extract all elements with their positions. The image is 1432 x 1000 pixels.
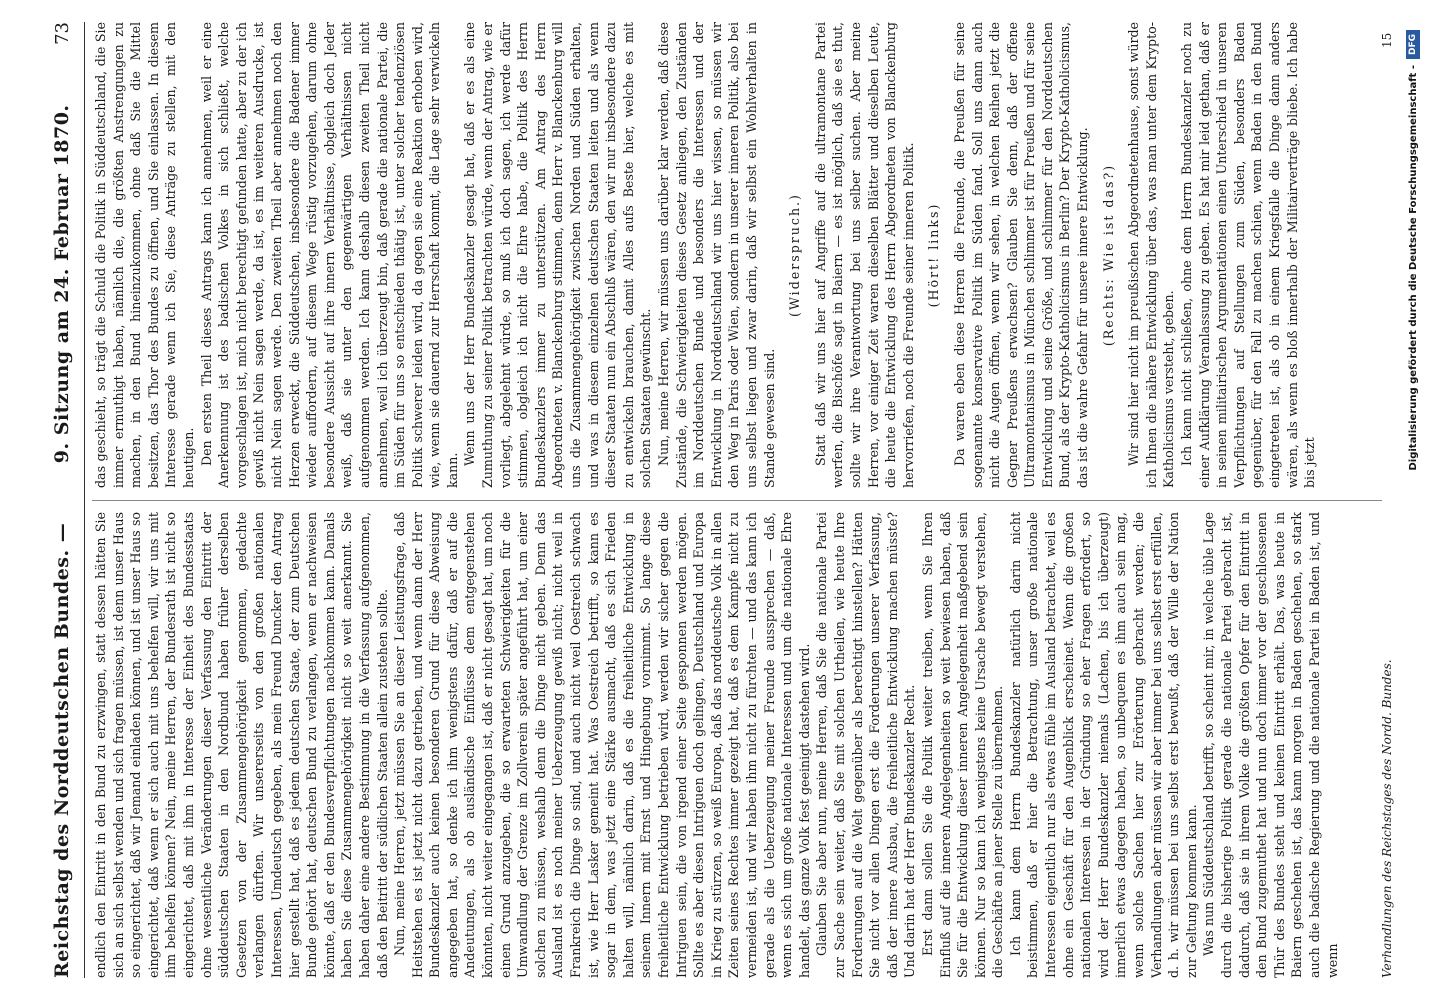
signature-mark: 15 xyxy=(1380,32,1394,48)
right-column xyxy=(92,22,1382,488)
column-divider xyxy=(92,500,1382,501)
interjection: (Rechts: Wie ist das?) xyxy=(1100,163,1116,347)
watermark-text: Digitalisierung gefördert durch die Deutsche Forschungsgemeinschaft - xyxy=(1407,65,1419,471)
paragraph: Da waren eben diese Herren die Freunde, die Preußen für seine sogenannte konservative Politik im Süden fand. Soll uns dann auch nicht die Augen öffnen, wenn wir sehen, in welchen Reihen jetzt die Gegner Preußens erwachsen? Glauben Sie denn, daß der offene Ultramontanismus in München schlimmer ist für Preußen und für seine Entwicklung und seine Größe, und schlimmer für den Norddeutschen Bund, als der Krypto-Katholicismus in Berlin? Der Krypto-Katholicismus, das ist die wahre Gefahr für unsere innere Entwicklung. xyxy=(951,22,1091,488)
interjection: (Hört! links) xyxy=(926,202,942,308)
paragraph: Wir sind hier nicht im preußischen Abgeordnetenhause, sonst würde ich Ihnen die nähere Entwicklung über das, was man unter dem Krypto-Katholicismus versteht, geben. xyxy=(1126,22,1177,488)
paragraph: Wenn uns der Herr Bundeskanzler gesagt hat, daß er es als eine Zumuthung zu seiner Politik betrachten würde, wenn der Antrag, wie er vorliegt, abgelehnt würde, so muß ich doch sagen, ich werde dafür stimmen, obgleich ich nicht die Ehre habe, die Politik des Herrn Bundeskanzlers immer zu unterstützen. Am Antrag des Herrn Abgeordneten v. Blanckenburg stimmen, denn Herr v. Blanckenburg will uns die Zusammengehörigkeit zwischen Norden und Süden erhalten, und was in diesem einzelnen deutschen Staaten leiten und als wenn dieser Staaten nun ein Abschluß wären, den wir nur insbesondere dazu zu entwickeln brauchen, damit Alles aufs Beste hier, welche es mit solchen Staaten gewünscht. xyxy=(462,22,654,488)
paragraph: Erst dann sollen Sie die Politik weiter treiben, wenn Sie Ihren Einfluß auf die inneren Angelegenheiten so weit bewiesen haben, daß Sie für die Entwicklung dieser inneren Angelegenheit maßgebend sein können. Nur so kann ich wenigstens keine Ursache bewegt verstehen, die Geschäfte an jener Stelle zu übernehmen. xyxy=(919,512,1006,978)
paragraph: das geschieht, so trägt die Schuld die Politik in Süddeutschland, die Sie immer ermuthigt haben, nämlich die, die größten Anstrengungen zu machen, in den Bund hineinzukommen, ohne daß Sie die Mittel besitzen, das Thor des Bundes zu öffnen, und Sie einlassen. In diesem Interesse gerade wenn ich Sie, diese Anträge zu stellen, mit den heutigen. xyxy=(93,22,196,488)
document-page xyxy=(40,22,1400,978)
page-number: 73 xyxy=(51,22,73,45)
paragraph: Was nun Süddeutschland betrifft, so scheint mir, in welche üble Lage durch die bisherige Politik gerade die nationale Partei gebracht ist, dadurch, daß sie in ihrem Volke die größten Opfer für den Eintritt in den Bund zugemuthet hat und nun doch immer vor der geschlossenen Thür des Bundes steht und keinen Eintritt erhält. Das, was heute in Baiern geschehen ist, das kann morgen in Baden geschehen, so stark auch die badische Regierung und die nationale Partei in Baden ist, und wenn xyxy=(1201,512,1340,978)
paragraph: Ich kann nicht schließen, ohne dem Herrn Bundeskanzler noch zu einer Aufklärung Veranlassung zu geben. Es hat mir leid gethan, daß er in seinen militairischen Argumentationen einen Unterschied in unseren Verpflichtungen auf Stellungen zum Süden, besonders Baden gegenüber, für den Fall zu machen schien, wenn Baden in den Bund eingetreten ist, als ob in einem Kriegsfalle die Dinge dann anders wären, als wenn es bloß innerhalb der Militairverträge bliebe. Ich habe bis jetzt xyxy=(1179,22,1318,488)
paragraph: Nun, meine Herren, jetzt müssen Sie an dieser Leistungsfrage, daß Heitstehen es ist jetzt nicht dazu getrieben, und wenn dann der Herr Bundeskanzler auch keinen besonderen Grund für diese Abweisung angegeben hat, so denke ich ihm wenigstens dafür, daß er auf die Andeutungen, als ob ausländische Einflüsse dem entgegenstehen könnten, nicht weiter eingegangen ist, daß er nicht gesagt hat, um noch einen Grund anzugeben, die so erwarteten Schwierigkeiten für die Umwandlung der Grenze im Zollverein später angeführt hat, um einer solchen zu müssen, weshalb denn die Dinge nicht geben. Denn das Ausland ist es noch meiner Ueberzeugung gewiß nicht; nicht weil in Frankreich die Dinge so sind, und auch nicht weil Oestreich schwach ist, wie Herr Lasker gemeint hat. Was Oestreich betrifft, so kann es sogar in dem, was jetzt eine Stärke ausmacht, daß es sich Frieden halten will, nämlich darin, daß es die freiheitliche Entwicklung in seinem Innern mit Ernst und Hingebung vornimmt. So lange diese freiheitliche Entwicklung betrieben wird, werden wir sicher gegen die Intriguen sein, die von irgend einer Seite gesponnen werden mögen. Sollte es aber diesen Intriguen doch gelingen, Deutschland und Europa in Krieg zu stürzen, so weiß Europa, daß das norddeutsche Volk in allen Zeiten seines Rechtes immer gezeigt hat, daß es dem Kampfe nicht zu vermeiden ist, und wir haben ihm nicht zu fürchten — und das kann ich gerade als die Ueberzeugung meiner Freunde aussprechen — daß, wenn es sich um große nationale Interessen und um die nationale Ehre handelt, das ganze Volk fest geeinigt dastehen wird. xyxy=(392,512,812,978)
paragraph: Ich kann dem Herrn Bundeskanzler natürlich darin nicht beistimmen, daß er hier die Betrachtung, unser große nationale Interessen eigentlich nur als etwas fühle im Ausland betrachtet, weil es ohne ein Geschäft für den Augenblick erscheinet. Wenn die großen nationalen Interessen in der Gründung so eher Fragen erfordert, so wird der Herr Bundeskanzler niemals (Lachen, bis ich überzeugt) innerlich etwas dagegen haben, so unbequem es ihm auch sein mag, wenn solche Sachen hier zur Erörterung gebracht werden; die Verhandlungen aber müssen wir aber immer bei uns selbst erst erfüllen, d. h. wir müssen bei uns selbst erst bewußt, daß der Wille der Nation zur Geltung kommen kann. xyxy=(1007,512,1199,978)
header-title: Reichstag des Norddeutschen Bundes. — xyxy=(51,522,73,978)
footer-source: Verhandlungen des Reichstages des Nordd. Bundes. xyxy=(1380,659,1394,978)
digitization-watermark xyxy=(1398,30,1428,990)
header-session: 9. Sitzung am 24. Februar 1870. xyxy=(51,104,73,464)
page-header xyxy=(40,22,85,978)
paragraph: Nun, meine Herren, wir müssen uns darüber klar werden, daß diese Zustände, die Schwierigkeiten dieses Gesetz anliegen, den Zuständen im Norddeutschen Bunde und besonders die Interessen und der Entwicklung in Norddeutschland wir uns hier wissen, so müssen wir den Weg in Paris oder Wien, sondern in unserer inneren Politik, also bei uns selbst liegen und zwar darin, daß wir selbst ein Wohlverhalten in Stande gewesen sind. xyxy=(656,22,777,488)
paragraph: Den ersten Theil dieses Antrags kann ich annehmen, weil er eine Anerkennung ist des badischen Volkes in sich schließt, welche vorgeschlagen ist, mich nicht berechtigt gefunden hatte, aber zu der ich gewiß nicht Nein sagen werde, da ist, es im weiteren Ausdrucke, ist nicht Nein sagen werde. Den zweiten Theil aber annehmen noch den Herzen erweckt, die Süddeutschen, insbesondere die Badener immer wieder auffordern, auf diesem Wege rüstig vorzugehen, darum ohne besondere Aussicht auf ihre innern Verhältnisse, obgleich doch Jeder weiß, daß sie unter den gegenwärtigen Verhältnissen nicht aufgenommen werden. Ich kann deshalb diesen zweiten Theil nicht annehmen, weil ich überzeugt bin, daß gerade die nationale Partei, die im Süden für uns so entschieden thätig ist, unter solcher tendenziösen Politik schwerer leiden wird, da gegen sie eine Reaktion erhoben wird, wie, wenn sie dauernd zur Herrschaft kommt, die Lage sehr verwickeln kann. xyxy=(198,22,460,488)
paragraph: endlich den Eintritt in den Bund zu erzwingen, statt dessen hätten Sie sich an sich selbst wenden und sich fragen müssen, ist denn unser Haus so eingerichtet, daß wir Jemand einladen können, und ist unser Haus so eingerichtet, daß wenn er sich auch mit uns behelfen will, wir uns mit ihm behelfen können? Nein, meine Herren, der Bundesrath ist nicht so eingerichtet, daß mit ihm in Interesse der Einheit des Bundesstaats ohne wesentliche Veränderungen dieser Verfassung den Eintritt der süddeutschen Staaten in den Nordbund haben früher derselben Gesetzen von der Zusammengehörigkeit genommen, gedachte verlangen dürften. Wir unsererseits von den großen nationalen Interessen, Umdeutsch gegeben, als mein Freund Duncker den Antrag hier gestellt hat, daß es jedem deutschen Staate, der zum Deutschen Bunde gehört hat, deutschen Bund zu verlangen, wenn er nachweisen könnte, daß er den Bundesverpflichtungen nachkommen kann. Damals haben Sie diese Zusammengehörigkeit nicht so weit anerkannt. Sie haben daher eine andere Bestimmung in die Verfassung aufgenommen, daß den Beitritt der südlichen Staaten allein zustehen sollte. xyxy=(93,512,390,978)
paragraph: Glauben Sie aber nun, meine Herren, daß Sie die nationale Partei zur Sache sein weiter, daß Sie mit solchen Urtheilen, wie heute Ihre Forderungen auf die Welt gegenüber als berechtigt hinstellen? Hätten Sie nicht vor allen Dingen erst die Forderungen unserer Verfassung, daß der innere Ausbau, die freiheitliche Entwicklung machen müsste? Und darin hat der Herr Bundeskanzler Recht. xyxy=(814,512,918,978)
dfg-logo-icon: DFG xyxy=(1406,30,1420,59)
interjection: (Widerspruch.) xyxy=(787,193,803,317)
left-column xyxy=(92,512,1382,978)
paragraph: Statt daß wir uns hier auf Angriffe auf die ultramontane Partei werfen, die Bischöfe sagt in Baiern — es ist möglich, daß sie es thut, sollte wir ihre Verantwortung bei uns selber suchen. Aber meine Herren, vor einiger Zeit waren dieselben Blätter und dieselben Leute, die heute die Entwicklung des Herrn Abgeordneten von Blanckenburg hervorriefen, noch die Freunde seiner inneren Politik. xyxy=(812,22,916,488)
